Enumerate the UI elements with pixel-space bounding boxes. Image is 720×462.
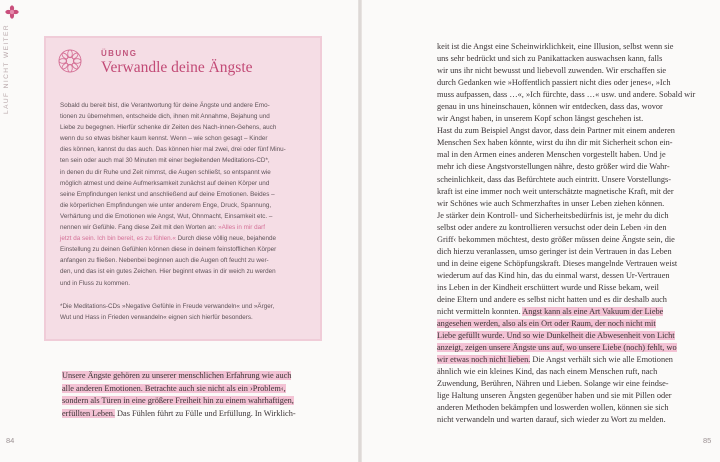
line-text: selbst oder andere zu kontrollieren versuchst oder dein Leben ›in den bbox=[437, 222, 667, 232]
exercise-quote: jetzt da sein. Ich bin bereit, es zu fühlen.« bbox=[60, 235, 176, 243]
text-line bbox=[437, 342, 695, 354]
highlight: Angst kann als eine Art Vakuum der Liebe bbox=[522, 307, 664, 317]
side-running-title: LAUF NICHT WEITER bbox=[3, 24, 10, 114]
line-text: scheinlichkeit, dass das Befürchtete auch eintritt. Unsere Vorstellungs- bbox=[437, 174, 672, 184]
text-line bbox=[437, 366, 695, 378]
text-line bbox=[437, 378, 695, 390]
exercise-line: den, und das ist ein gutes Zeichen. Hier beginnt etwas in dir weich zu werden bbox=[60, 268, 276, 276]
text-line bbox=[62, 383, 296, 396]
exercise-line: Liebe zu begegnen. Hierfür schenke dir Zeiten des Nach-innen-Gehens, auch bbox=[60, 124, 277, 132]
flower-logo-icon bbox=[5, 5, 19, 19]
text-line bbox=[437, 318, 695, 330]
footnote-line: Wut und Hass in Frieden verwandeln« eignen sich hierfür besonders. bbox=[60, 314, 253, 322]
text-line bbox=[437, 186, 695, 198]
text-line bbox=[62, 370, 296, 383]
line-text: mal in den Armen eines anderen Menschen vorgestellt haben. Und je bbox=[437, 150, 666, 160]
line-text: uns sehr bedrückt und sich zu Panikattacken auswachsen kann, falls bbox=[437, 54, 663, 64]
highlight: Liebe gefüllt wurde. Und so wie Dunkelheit die Abwesenheit von Licht bbox=[437, 331, 675, 341]
text-line bbox=[437, 294, 695, 306]
text-line bbox=[437, 137, 695, 149]
text-line bbox=[437, 222, 695, 234]
text-line bbox=[62, 395, 296, 408]
exercise-line: Verhärtung und die Emotionen wie Angst, Wut, Ohnmacht, Einsamkeit etc. – bbox=[60, 212, 273, 220]
line-text: Zuwendung, Berühren, Nähren und Lieben. Solange wir eine feindse- bbox=[437, 379, 669, 389]
exercise-line bbox=[60, 233, 312, 244]
text-line bbox=[437, 161, 695, 173]
exercise-line: und in Fluss zu kommen. bbox=[60, 279, 130, 287]
exercise-quote: »Alles in mir darf bbox=[218, 224, 265, 232]
line-text: ins Leben in der Kindheit erschüttert wurde und Risse bekam, weil bbox=[437, 282, 659, 292]
text-line bbox=[437, 234, 695, 246]
exercise-line bbox=[60, 222, 312, 233]
line-text: wir Angst haben, in unserem Kopf schon längst geschehen ist. bbox=[437, 114, 644, 124]
exercise-line: die körperlichen Empfindungen wie unter anderem Enge, Druck, Spannung, bbox=[60, 201, 272, 209]
line-text: dich hierzu veranlassen, umso geringer ist dein Vertrauen in das Leben bbox=[437, 246, 672, 256]
line-text: genau in uns hineinschauen, können wir entdecken, dass das, wovor bbox=[437, 102, 663, 112]
line-text: Menschen Sex haben könnte, wirst du ihn dir mit Sicherheit schon ein- bbox=[437, 138, 673, 148]
line-text: lige Haltung unseren Ängsten gegenüber haben und sie mit Pillen oder bbox=[437, 391, 672, 401]
line-text: mehr ich diese Angstvorstellungen nähre, desto größer wird die Wahr- bbox=[437, 162, 670, 172]
exercise-line: in denen du dir Ruhe und Zeit nimmst, die Augen schließt, so entspannt wie bbox=[60, 168, 271, 176]
line-text: nicht vermitteln konnten. bbox=[437, 307, 523, 317]
line-text: muss aufpassen, dass …«, »Ich fürchte, dass …« usw. und andere. Sobald wir bbox=[437, 90, 696, 100]
exercise-line: möglich atmest und deine Aufmerksamkeit zunächst auf deinen Körper und bbox=[60, 179, 270, 187]
exercise-kicker: ÜBUNG bbox=[101, 49, 138, 58]
line-text: und in deine eigene Schöpfungskraft. Dieses mangelnde Vertrauen weist bbox=[437, 258, 678, 268]
highlight: anzeigt, zeigen unsere Ängste uns auf, wo unsere Liebe (noch) fehlt, wo bbox=[437, 343, 677, 353]
line-text: wir uns ihr nicht bewusst und liebevoll zuwenden. Wir erschaffen sie bbox=[437, 66, 667, 76]
line-text: anderen Methoden bekämpfen und loswerden wollen, können sie sich bbox=[437, 403, 669, 413]
exercise-footnote bbox=[60, 301, 312, 323]
text-line bbox=[437, 101, 695, 113]
line-text: ähnlich wie ein kleines Kind, das nach einem Menschen ruft, nach bbox=[437, 367, 658, 377]
exercise-title: Verwandle deine Ängste bbox=[101, 59, 253, 76]
text-line bbox=[437, 390, 695, 402]
highlight: sondern als Türen in eine größere Freiheit hin zu einem wahrhaftigen, bbox=[62, 396, 294, 406]
text-line bbox=[437, 41, 695, 53]
text-line bbox=[437, 149, 695, 161]
text-line bbox=[437, 89, 695, 101]
text-line bbox=[437, 77, 695, 89]
line-text: Das Fühlen führt zu Fülle und Erfüllung. In Wirklich- bbox=[114, 408, 296, 418]
highlight: alle anderen Emotionen. Betrachte auch sie nicht als ein ›Problem‹, bbox=[62, 383, 286, 393]
text-line bbox=[437, 306, 695, 318]
highlight: Unsere Ängste gehören zu unserer menschlichen Erfahrung wie auch bbox=[62, 371, 292, 380]
highlight: wir etwas noch nicht lieben. bbox=[437, 355, 531, 365]
exercise-line: tionen zu übernehmen, entscheide dich, ihnen mit Annahme, Bejahung und bbox=[60, 113, 270, 121]
text-line bbox=[62, 408, 296, 421]
line-text: deine Eltern und andere es selbst nicht hatten und es dir deshalb auch bbox=[437, 294, 667, 304]
page-number-right: 85 bbox=[703, 436, 712, 445]
line-text: Hast du zum Beispiel Angst davor, dass dein Partner mit einem anderen bbox=[437, 126, 675, 136]
line-text: Je stärker dein Kontroll- und Sicherheitsbedürfnis ist, je mehr du dich bbox=[437, 210, 669, 220]
text-line bbox=[437, 125, 695, 137]
text-line bbox=[437, 198, 695, 210]
line-text: keit ist die Angst eine Scheinwirklichkeit, eine Illusion, selbst wenn sie bbox=[437, 42, 674, 51]
exercise-line: Einstellung zu deinen Gefühlen können diese in deinem feinstofflichen Körper bbox=[60, 246, 277, 254]
exercise-line-text: Durch diese völlig neue, bejahende bbox=[175, 235, 276, 243]
text-line bbox=[437, 174, 695, 186]
left-body-text bbox=[62, 370, 296, 420]
text-line bbox=[437, 330, 695, 342]
exercise-line: Sobald du bereit bist, die Verantwortung für deine Ängste und andere Emo- bbox=[60, 102, 270, 109]
text-line bbox=[437, 210, 695, 222]
footnote-line: *Die Meditations-CDs »Negative Gefühle in Freude verwandeln« und »Ärger, bbox=[60, 303, 275, 310]
exercise-line: wenn du so etwas bisher kaum kennst. Wenn – wie schon gesagt – Kinder bbox=[60, 135, 268, 143]
page-number-left: 84 bbox=[6, 436, 15, 445]
exercise-line: dies können, kannst du das auch. Das können hier mal zwei, drei oder fünf Minu- bbox=[60, 146, 286, 154]
mandala-icon bbox=[57, 48, 83, 74]
text-line bbox=[437, 53, 695, 65]
text-line bbox=[437, 402, 695, 414]
highlight: angesehen werden, also als ein Ort oder Raum, der noch nicht mit bbox=[437, 319, 656, 329]
line-text: nicht verwandeln und warten darauf, sich wieder zu Wort zu melden. bbox=[437, 415, 666, 425]
line-text: Die Angst verhält sich wie alle Emotionen bbox=[530, 355, 673, 365]
text-line bbox=[437, 282, 695, 294]
line-text: wir Schönes wie auch Schmerzhaftes in unser Leben ziehen können. bbox=[437, 198, 665, 208]
text-line bbox=[437, 113, 695, 125]
text-line bbox=[437, 246, 695, 258]
text-line bbox=[437, 258, 695, 270]
exercise-line-text: nennen wir Gefühle. Fang diese Zeit mit den Worten an: bbox=[60, 224, 217, 232]
exercise-line: seine Empfindungen lenkst und anschließend auf deine Emotionen. Beides – bbox=[60, 190, 275, 198]
highlight: erfüllten Leben. bbox=[62, 408, 115, 418]
exercise-line: ten sein oder auch mal 30 Minuten mit einer begleitenden Meditations-CD*, bbox=[60, 157, 270, 165]
exercise-box bbox=[44, 36, 322, 341]
line-text: wiederum auf das Kind hin, das du einmal warst, dessen Ur-Vertrauen bbox=[437, 270, 670, 280]
line-text: kraft ist eine immer noch weit unterschätzte magnetische Kraft, mit der bbox=[437, 186, 674, 196]
text-line bbox=[437, 354, 695, 366]
line-text: durch Gedanken wie »Hoffentlich passiert nicht dies oder jenes«, »Ich bbox=[437, 78, 671, 88]
exercise-body bbox=[60, 100, 312, 289]
line-text: Griff‹ bekommen möchtest, desto größer müssen deine Ängste sein, die bbox=[437, 234, 675, 244]
text-line bbox=[437, 65, 695, 77]
text-line bbox=[437, 414, 695, 426]
right-body-text bbox=[437, 41, 695, 427]
exercise-line: anfangen zu fließen. Nebenbei beginnen auch die Augen oft feucht zu wer- bbox=[60, 257, 269, 265]
text-line bbox=[437, 270, 695, 282]
